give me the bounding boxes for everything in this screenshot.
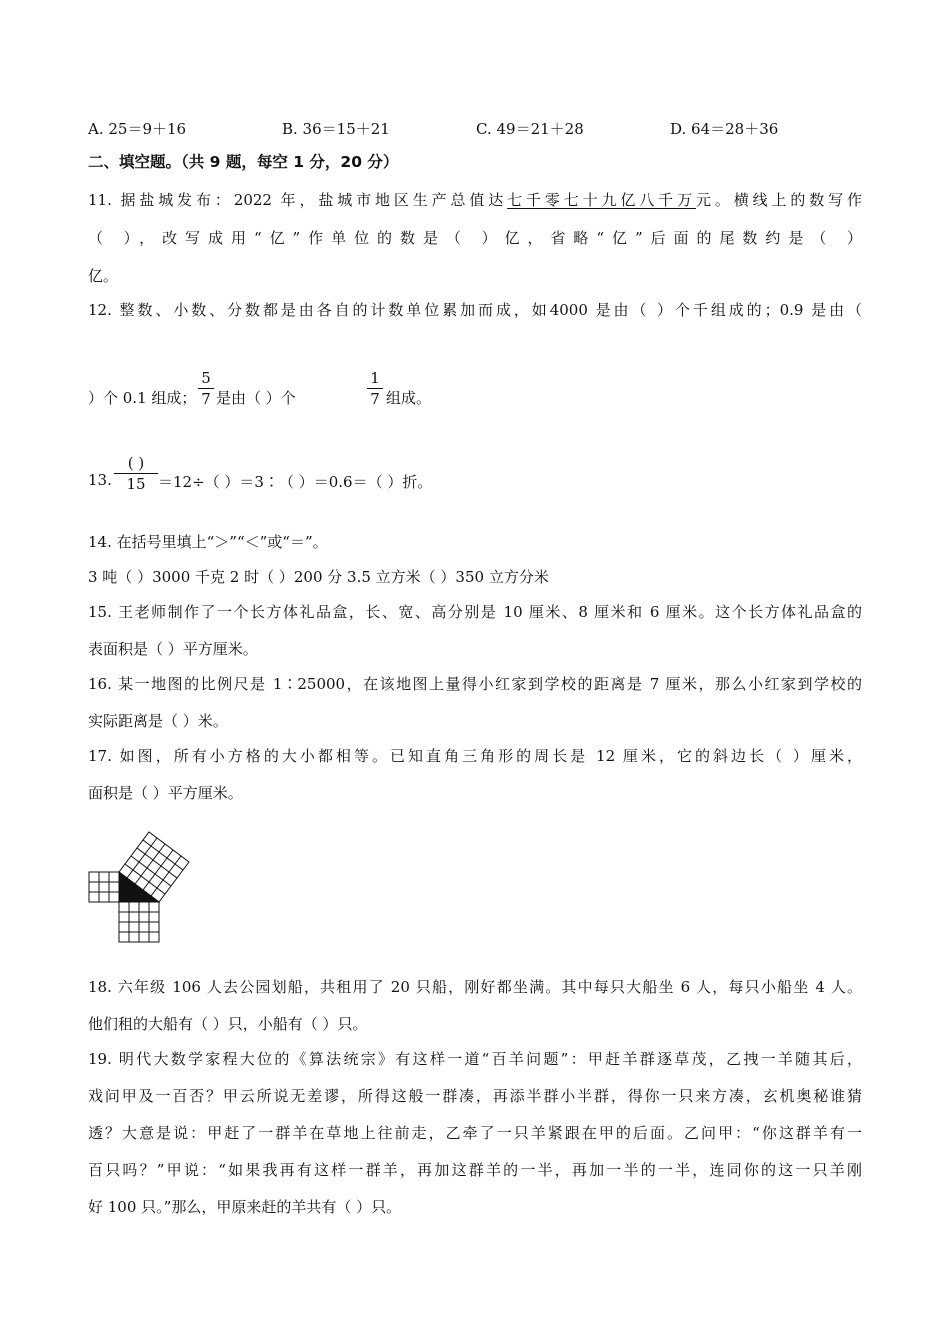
q19-line5: 好 100 只。”那么，甲原来赶的羊共有（ ）只。 xyxy=(88,1198,402,1216)
q17-line1: 17. 如图，所有小方格的大小都相等。已知直角三角形的周长是 12 厘米，它的斜边长（ ）厘米， xyxy=(88,747,862,765)
q19-line3: 透？大意是说：甲赶了一群羊在草地上往前走，乙牵了一只羊紧跟在甲的后面。乙问甲：“你这群羊有一 xyxy=(88,1124,862,1142)
q12-fraction-1-7 xyxy=(367,369,383,408)
q14-line1: 14. 在括号里填上“＞”“＜”或“＝”。 xyxy=(88,533,328,551)
q12-fraction-5-7 xyxy=(198,369,214,408)
q11-line2: （ ），改写成用“亿”作单位的数是（ ）亿，省略“亿”后面的尾数约是（ ） xyxy=(88,229,862,247)
q13-frac-numerator: ( ) xyxy=(127,454,145,472)
pythagoras-grid-figure xyxy=(84,826,194,951)
q19-line2: 戏问甲及一百否？甲云所说无差谬，所得这般一群凑，再添半群小半群，得你一只来方凑，玄机奥秘谁猜 xyxy=(88,1087,862,1105)
q13-fraction xyxy=(114,454,158,493)
q12-frac1-denominator: 7 xyxy=(201,390,211,408)
q12-seg2: 是由（ ）个 xyxy=(216,389,296,407)
fraction-bar xyxy=(367,388,383,389)
q11-underlined-number: 七千零七十九亿八千万 xyxy=(507,191,696,209)
option-c: C. 49＝21＋28 xyxy=(476,120,584,138)
fraction-bar xyxy=(198,388,214,389)
q11-text-pre: 11. 据盐城发布：2022 年，盐城市地区生产总值达 xyxy=(88,191,508,209)
fraction-bar xyxy=(114,473,158,474)
q11-line3: 亿。 xyxy=(88,267,119,285)
section-title: 二、填空题。（共 9 题，每空 1 分，20 分） xyxy=(88,153,399,171)
option-d: D. 64＝28＋36 xyxy=(670,120,779,138)
q18-line2: 他们租的大船有（ ）只，小船有（ ）只。 xyxy=(88,1015,368,1033)
q15-line2: 表面积是（ ）平方厘米。 xyxy=(88,640,258,658)
q15-line1: 15. 王老师制作了一个长方体礼品盒，长、宽、高分别是 10 厘米、8 厘米和 6 厘米。这个长方体礼品盒的 xyxy=(88,603,862,621)
square-grid-3x3 xyxy=(89,872,119,902)
q16-line2: 实际距离是（ ）米。 xyxy=(88,712,228,730)
q12-frac2-denominator: 7 xyxy=(370,390,380,408)
q12-seg3: 组成。 xyxy=(386,389,432,407)
q11-line1 xyxy=(88,190,862,210)
q17-line2: 面积是（ ）平方厘米。 xyxy=(88,784,243,802)
q13-label: 13. xyxy=(88,471,112,489)
q13-rest: ＝12÷（ ）＝3∶（ ）＝0.6＝（ ）折。 xyxy=(158,473,433,491)
q12-line1: 12. 整数、小数、分数都是由各自的计数单位累加而成，如4000 是由（ ）个千组成的；0.9 是由（ xyxy=(88,301,862,319)
option-b: B. 36＝15＋21 xyxy=(282,120,390,138)
option-a: A. 25＝9＋16 xyxy=(88,120,187,138)
q16-line1: 16. 某一地图的比例尺是 1∶25000，在该地图上量得小红家到学校的距离是 7 厘米，那么小红家到学校的 xyxy=(88,675,862,693)
q19-line1: 19. 明代大数学家程大位的《算法统宗》有这样一道“百羊问题”：甲赶羊群逐草茂，乙拽一羊随其后， xyxy=(88,1050,862,1068)
q18-line1: 18. 六年级 106 人去公园划船，共租用了 20 只船，刚好都坐满。其中每只大船坐 6 人，每只小船坐 4 人。 xyxy=(88,978,862,996)
q12-seg1: ）个 0.1 组成； xyxy=(88,389,197,407)
q14-line2: 3 吨（ ）3000 千克 2 时（ ）200 分 3.5 立方米（ ）350 立方分米 xyxy=(88,568,549,586)
q19-line4: 百只吗？”甲说：“如果我再有这样一群羊，再加这群羊的一半，再加一半的一半，连同你的这一只羊刚 xyxy=(88,1161,862,1179)
q13-frac-denominator: 15 xyxy=(126,475,146,493)
q11-text-post: 元。横线上的数写作 xyxy=(695,191,862,209)
square-grid-4x4 xyxy=(119,902,159,942)
q12-frac1-numerator: 5 xyxy=(201,369,211,387)
q12-frac2-numerator: 1 xyxy=(370,369,380,387)
